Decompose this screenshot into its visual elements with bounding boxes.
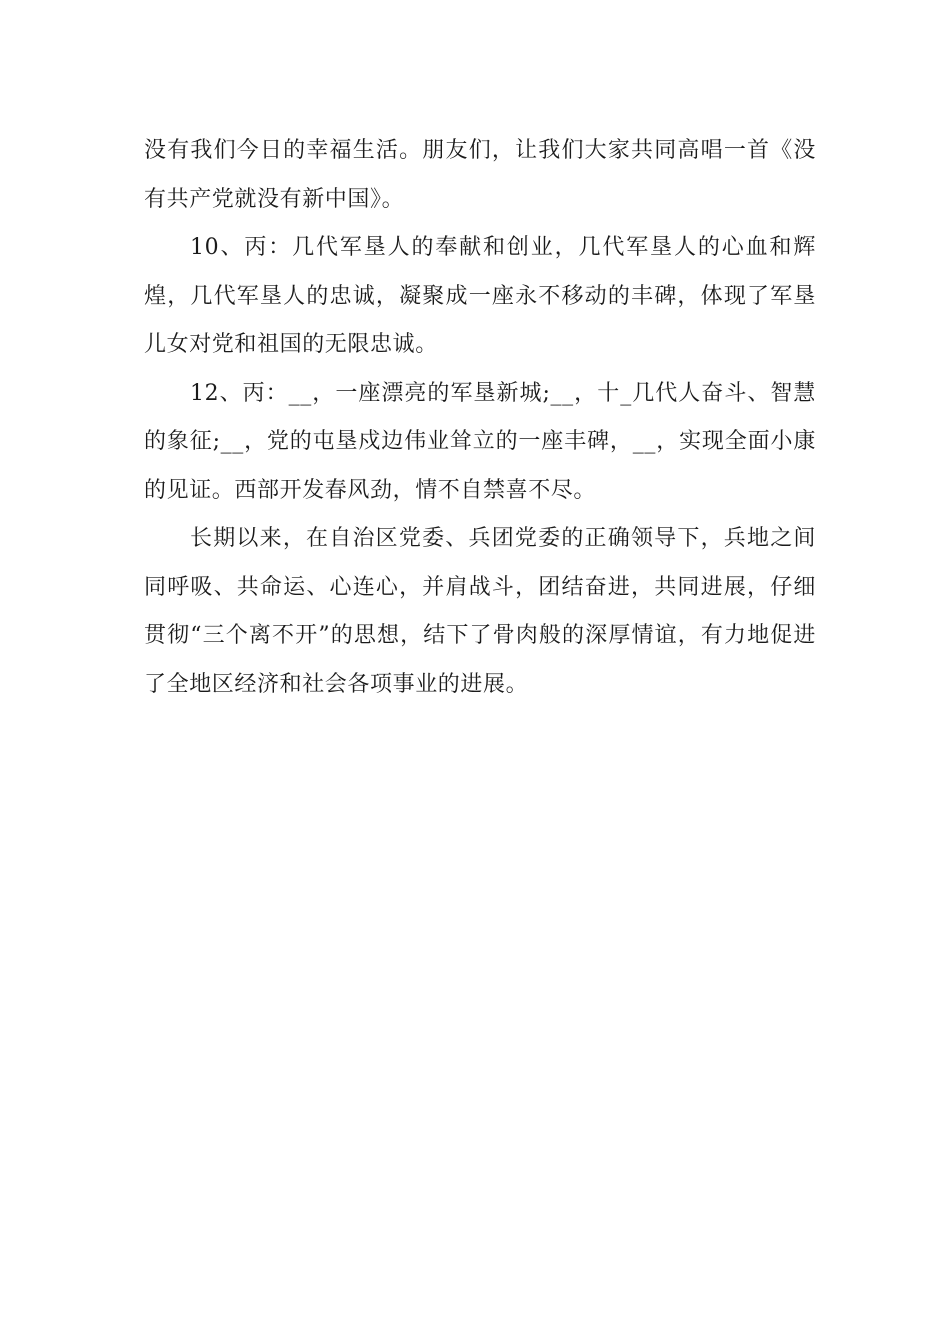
paragraph-continuation: 没有我们今日的幸福生活。朋友们，让我们大家共同高唱一首《没有共产党就没有新中国》。 — [144, 138, 816, 212]
document-body — [144, 127, 816, 709]
paragraph-item-12: 12、丙：__，一座漂亮的军垦新城;__，十_几代人奋斗、智慧的象征;__，党的屯垦戍边伟业耸立的一座丰碑，__，实现全面小康的见证。西部开发春风劲，情不自禁喜不尽。 — [144, 380, 816, 503]
paragraph-item-10: 10、丙：几代军垦人的奉献和创业，几代军垦人的心血和辉煌，几代军垦人的忠诚，凝聚成一座永不移动的丰碑，体现了军垦儿女对党和祖国的无限忠诚。 — [144, 235, 816, 357]
paragraph-closing: 长期以来，在自治区党委、兵团党委的正确领导下，兵地之间同呼吸、共命运、心连心，并肩战斗，团结奋进，共同进展，仔细贯彻“三个离不开”的思想，结下了骨肉般的深厚情谊，有力地促进了全地区经济和社会各项事业的进展。 — [144, 526, 816, 697]
